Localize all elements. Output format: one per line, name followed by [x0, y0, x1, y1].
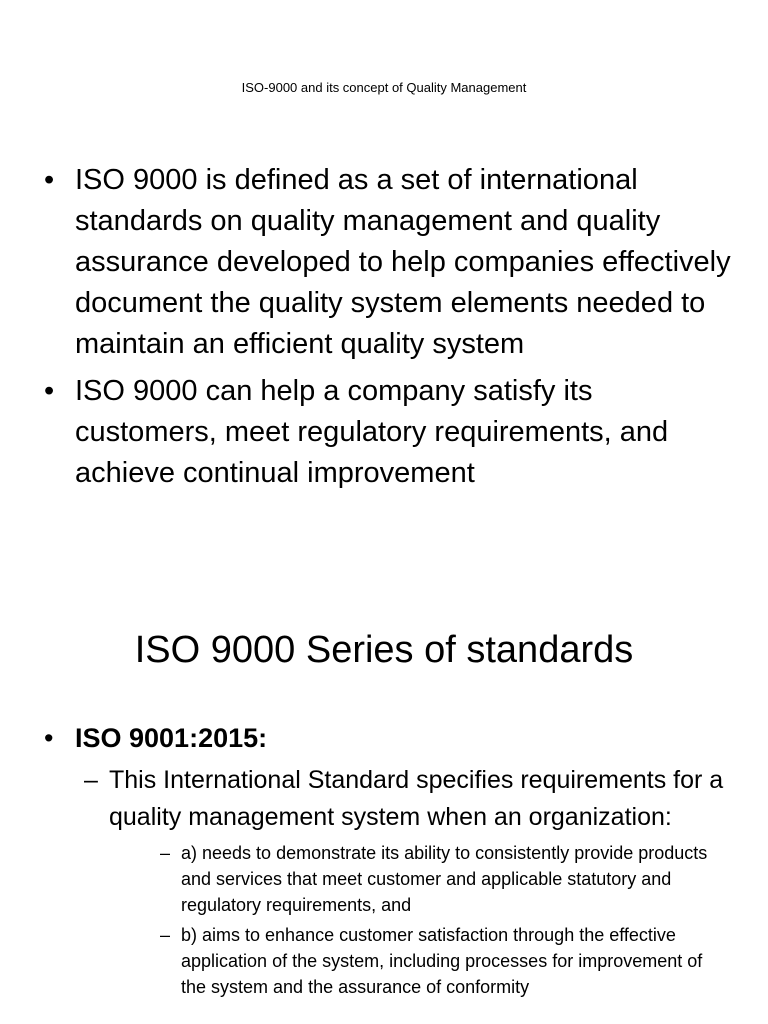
bullet-marker: •	[44, 164, 55, 196]
slide2-title: ISO 9000 Series of standards	[134, 629, 634, 671]
dash-marker: –	[160, 925, 171, 945]
page-header-title: ISO-9000 and its concept of Quality Management	[241, 80, 527, 95]
dash-marker: –	[160, 843, 171, 863]
slide1-bullet-list	[0, 160, 768, 500]
slide2-bullet-list	[0, 718, 768, 1000]
slide1-bullet-item	[0, 160, 768, 365]
slide2-sub-sub-item	[0, 922, 768, 1000]
sub-sub-item-text: b) aims to enhance customer satisfaction through the effective application of the system, including processes for improvement of the system and the assurance of conformity	[181, 925, 703, 997]
bullet-marker: •	[44, 375, 55, 407]
standard-name: ISO 9001:2015:	[75, 723, 268, 753]
slide2-sub-item	[0, 762, 768, 836]
slide1-bullet-item	[0, 371, 768, 494]
dash-marker: –	[84, 766, 98, 794]
sub-item-text: This International Standard specifies requirements for a quality management system when an organization:	[109, 766, 724, 831]
slide2-sub-sub-item	[0, 840, 768, 918]
slide1-bullet-text: ISO 9000 is defined as a set of international standards on quality management and quality assurance developed to help companies effectively document the quality system elements needed to maintain an efficient quality system	[75, 164, 731, 360]
slide2-bullet-heading	[0, 718, 768, 758]
slide1-bullet-text: ISO 9000 can help a company satisfy its customers, meet regulatory requirements, and achieve continual improvement	[75, 375, 669, 489]
sub-sub-item-text: a) needs to demonstrate its ability to consistently provide products and services that meet customer and applicable statutory and regulatory requirements, and	[181, 843, 708, 915]
bullet-marker: •	[44, 723, 54, 753]
